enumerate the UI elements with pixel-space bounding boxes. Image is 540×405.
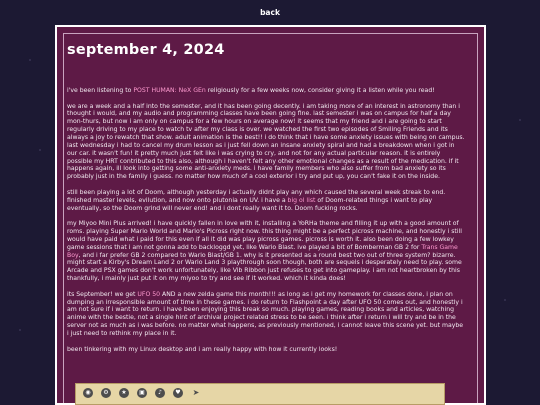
paragraph-semester: we are a week and a half into the semester, and it has been going decently. i am taking more of an interest in astronomy than i thought i would, and my audio and programming classes have been going fine. last semester i was on campus for half a day mon-thurs, but now i am only on campus for a few hours on average now! it seems that my friend and i are going to start regularly driving to my place to watch tv after my class is over. we watched the first two episodes of Smiling Friends and its always a joy to rewatch that show. adult animation is the best!! i do think that i have some anxiety issues with being on campus. last wednesday i had to cancel my drum lesson as i just fell down an insane anxiety spiral and had a breakdown when i got in our car. it wasn't fun! it pretty much just felt like i was crying to cry, and not for any actual particular reason. it is entirely possible my HRT contributed to this also, although i haven't felt any other emotional changes as a result of the medication. if it happens again, ill look into getting some anti-anxiety meds. i have family members who also suffer from bad anxiety so its probably just in the family i guess. no matter how much of a cool exterior i try and put up, you can't fake it on the inside. [67, 102, 465, 181]
paragraph-text: still been playing a lot of Doom, although yesterday i actually didnt play any which caused the several week streak to end. finished master levels, evilution, and now onto plutonia on UV. i have a [67, 188, 446, 204]
paragraph-text: i've been listening to [67, 87, 134, 94]
post-human-link[interactable]: POST HUMAN: NeX GEn [133, 87, 206, 94]
page-title: september 4, 2024 [67, 42, 225, 58]
paragraph-text: my Miyoo Mini Plus arrived! i have quickly fallen in love with it, installing a YoRHa theme and filling it up with a good amount of roms. playing Super Mario World and Mario's Picross right now. this thing might be a perfect picross machine, and honestly i still would have paid what i paid for this even if all it did was play picross games. picross is worth it. also been doing a few lowkey game sessions that i am not gonna add to backloggd yet, like Wario Blast. ive played a bit of Bomberman GB 2 for [67, 220, 462, 251]
paragraph-linux: been tinkering with my Linux desktop and i am really happy with how it currently looks! [67, 345, 338, 353]
entry-body [67, 87, 465, 361]
paragraph-text: its September! we get [67, 290, 138, 298]
paragraph-text: of Doom-related things i want to play eventually, so the Doom grind will never end! and i dont really want it to. Doom fucking rocks. [67, 196, 433, 212]
doom-list-link[interactable]: big ol list [287, 196, 316, 204]
back-link[interactable]: back [260, 8, 280, 17]
lastfm-icon[interactable]: ♪ [155, 388, 165, 398]
steam-icon[interactable]: ⚙ [101, 388, 111, 398]
backloggd-icon[interactable]: ▣ [137, 388, 147, 398]
ufo-50-link[interactable]: UFO 50 [137, 290, 161, 298]
send-icon[interactable]: ➤ [192, 388, 200, 397]
paragraph-text: AND a new zelda game this month!!! as long as i get my homework for classes done, i plan on dumping an irresponsible amount of time in these games. i do return to Flashpoint a day after UFO 50 comes out, and honestly i am not sure if i want to return. i have been enjoying this break so much. playing games, reading books and articles, watching anime with the bestie, not a single hint of archival project related stress to be seen. i think after i return i will try and be in the server not as much as i was before. no matter what happens, as previously mentioned, i cannot leave this scene yet. but maybe i just need to rethink my place in it. [67, 290, 464, 337]
paragraph-text: , and i far prefer GB 2 compared to Wario Blast/GB 1. why is it presented as a round best two out of three system? bizarre. might start a Kirby's Dream Land 2 or Wario Land 3 playthrough soon though, both are sequels i desperately need to play. some Arcade and PSX games don't work unfortunately, like Vib Ribbon just refuses to get into gameplay. i am not heartbroken by this thankfully, i mainly just put it on my miyoo to try and see if it worked. which it kinda does! [67, 251, 462, 283]
trans-game-boy-link[interactable]: Trans Game Boy [67, 243, 458, 259]
footer-icon-bar [75, 383, 445, 405]
discord-icon[interactable]: ◉ [83, 388, 93, 398]
paragraph-doom [67, 189, 465, 213]
paragraph-miyoo [67, 220, 465, 283]
paragraph-music [67, 87, 465, 95]
retroachievements-icon[interactable]: ★ [119, 388, 129, 398]
paragraph-text: religiously for a few weeks now, consider giving it a listen while you read! [205, 87, 435, 94]
bluesky-icon[interactable]: ♥ [173, 388, 183, 398]
paragraph-september [67, 291, 465, 338]
journal-entry-card [55, 25, 486, 405]
